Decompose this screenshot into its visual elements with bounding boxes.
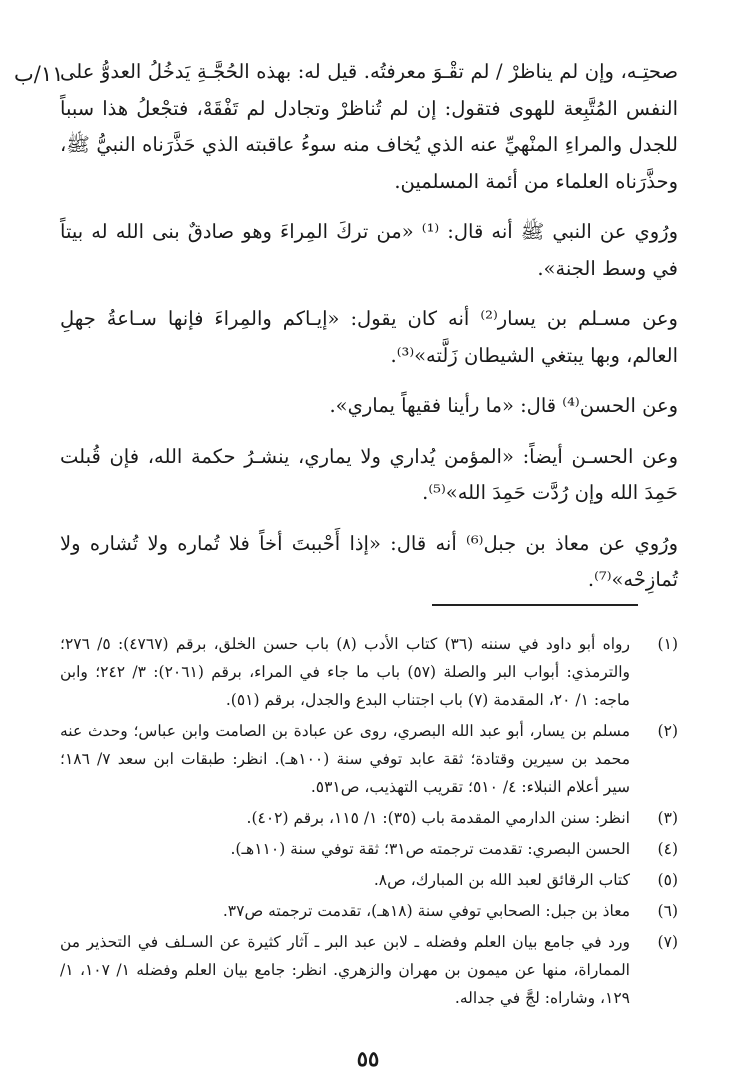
footnote-number: (٧)	[657, 933, 678, 951]
footnote-number: (٦)	[657, 902, 678, 920]
footnote-3	[60, 804, 678, 832]
footnote-7	[60, 928, 678, 1012]
paragraph-1: صحتِـه، وإن لم يناظرْ / لم تقْـوَ معرفتُه. قيل له: بهذه الحُجَّـةِ يَدخُلُ العدوُّ على النفس المُتَّبِعة للهوى فتقول: إن لم تُناظرْ وتجادل لم تَفْقَهْ، فتجْعلُ هذا سبباً للجدل والمراءِ المنْهيِّ عنه الذي يُخاف منه سوءُ عاقبته الذي حَذَّرَناه النبيُّ ﷺ، وحذَّرَناه العلماء من أئمة المسلمين.	[60, 60, 678, 193]
footnote-number: (١)	[657, 635, 678, 653]
paragraph-4: وعن الحسن⁽⁴⁾ قال: «ما رأينا فقيهاً يماري».	[329, 394, 678, 417]
paragraph-3: وعن مسـلم بن يسار⁽²⁾ أنه كان يقول: «إيـاكم والمِراءَ فإنها سـاعةُ جهلِ العالم، وبها يبتغي الشيطان زَلَّته»⁽³⁾.	[60, 307, 678, 367]
footnote-number: (٣)	[657, 809, 678, 827]
main-text	[60, 54, 678, 599]
footnotes	[60, 630, 678, 1012]
footnote-text: رواه أبو داود في سننه (٣٦) كتاب الأدب (٨) باب حسن الخلق، برقم (٤٧٦٧): ٥/ ٢٧٦؛ والترمذي: أبواب البر والصلة (٥٧) باب ما جاء في المراء، برقم (٢٠٦١): ٣/ ٢٤٢؛ وابن ماجه: ١/ ٢٠، المقدمة (٧) باب اجتناب البدع والجدل، برقم (٥١).	[60, 635, 631, 709]
manuscript-folio-marker: ١١/ب	[14, 62, 64, 86]
footnote-text: انظر: سنن الدارمي المقدمة باب (٣٥): ١/ ١١٥، برقم (٤٠٢).	[246, 809, 630, 827]
footnote-number: (٥)	[657, 871, 678, 889]
footnote-separator	[432, 604, 638, 606]
footnote-2	[60, 717, 678, 801]
page-number: ٥٥	[356, 1046, 380, 1071]
footnote-4	[60, 835, 678, 863]
paragraph-5: وعن الحسـن أيضاً: «المؤمن يُداري ولا يماري، ينشـرُ حكمة الله، فإن قُبلت حَمِدَ الله وإن رُدَّت حَمِدَ الله»⁽⁵⁾.	[60, 444, 678, 504]
footnote-text: كتاب الرقائق لعبد الله بن المبارك، ص٨.	[373, 871, 630, 889]
footnote-text: الحسن البصري: تقدمت ترجمته ص٣١؛ ثقة توفي سنة (١١٠هـ).	[230, 840, 630, 858]
footnote-1	[60, 630, 678, 714]
footnote-text: معاذ بن جبل: الصحابي توفي سنة (١٨هـ)، تقدمت ترجمته ص٣٧.	[222, 902, 630, 920]
footnote-5	[60, 866, 678, 894]
paragraph-6: ورُوي عن معاذ بن جبل⁽⁶⁾ أنه قال: «إذا أَحْببتَ أخاً فلا تُماره ولا تُشاره ولا تُمازِحْه»⁽⁷⁾.	[60, 531, 679, 591]
footnote-6	[60, 897, 678, 925]
footnote-number: (٢)	[657, 722, 678, 740]
paragraph-2: ورُوي عن النبي ﷺ أنه قال: ⁽¹⁾ «من تركَ المِراءَ وهو صادقٌ بنى الله له بيتاً في وسط الجنة».	[60, 220, 678, 280]
footnote-number: (٤)	[657, 840, 678, 858]
footnote-text: مسلم بن يسار، أبو عبد الله البصري، روى عن عبادة بن الصامت وابن عباس؛ وحدث عنه محمد بن سيرين وقتادة؛ ثقة عابد توفي سنة (١٠٠هـ). انظر: طبقات ابن سعد ٧/ ١٨٦؛ سير أعلام النبلاء: ٤/ ٥١٠؛ تقريب التهذيب، ص٥٣١.	[60, 722, 630, 796]
footnote-text: ورد في جامع بيان العلم وفضله ـ لابن عبد البر ـ آثار كثيرة عن السـلف في التحذير من المماراة، منها عن ميمون بن مهران والزهري. انظر: جامع بيان العلم وفضله ١/ ١٠٧، ١/ ١٢٩، وشاراه: لجَّ في جداله.	[60, 933, 630, 1007]
